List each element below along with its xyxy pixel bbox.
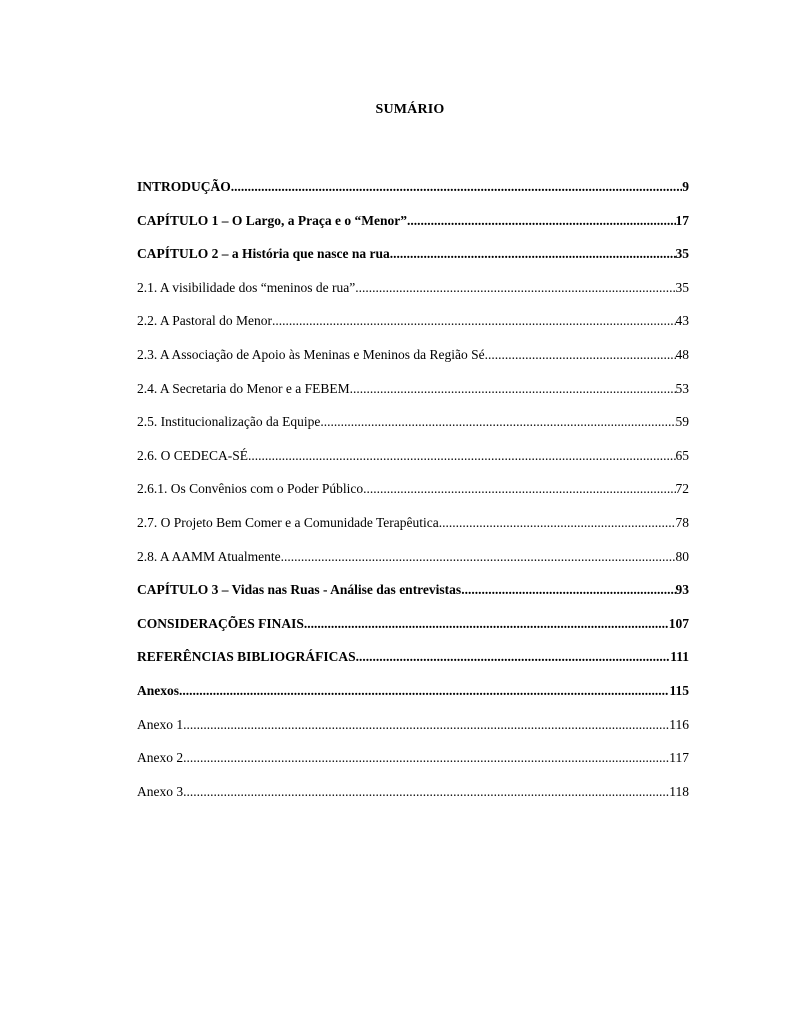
- toc-entry-label: 2.2. A Pastoral do Menor: [137, 313, 272, 329]
- toc-entry[interactable]: [137, 176, 689, 210]
- dot-leader: [355, 277, 675, 299]
- toc-entry-label: 2.6.1. Os Convênios com o Poder Público: [137, 481, 364, 497]
- toc-entry-label: Anexo 2: [137, 750, 184, 766]
- toc-entry[interactable]: [137, 243, 689, 277]
- toc-entry[interactable]: [137, 546, 689, 580]
- toc-entry-label: 2.7. O Projeto Bem Comer e a Comunidade Terapêutica: [137, 514, 439, 530]
- dot-leader: [320, 411, 675, 433]
- toc-entry-page: 17: [675, 212, 689, 228]
- toc-entry[interactable]: [137, 680, 689, 714]
- dot-leader: [281, 546, 676, 568]
- toc-entry-label: Anexo 1: [137, 716, 184, 732]
- toc-entry-page: 118: [669, 783, 689, 799]
- toc-entry-label: Anexos: [137, 682, 180, 698]
- dot-leader: [183, 747, 669, 769]
- toc-entry-page: 117: [669, 750, 689, 766]
- toc-entry[interactable]: [137, 714, 689, 748]
- toc-entry[interactable]: [137, 445, 689, 479]
- toc-entry-label: CAPÍTULO 3 – Vidas nas Ruas - Análise das entrevistas: [137, 582, 462, 598]
- toc-entry-label: 2.6. O CEDECA-SÉ: [137, 447, 248, 463]
- toc-entry-page: 35: [675, 246, 689, 262]
- toc-entry-label: 2.5. Institucionalização da Equipe: [137, 414, 321, 430]
- toc-entry-page: 43: [675, 313, 689, 329]
- toc-entry-page: 72: [675, 481, 689, 497]
- dot-leader: [350, 378, 676, 400]
- toc-entry-label: CAPÍTULO 1 – O Largo, a Praça e o “Menor”: [137, 212, 407, 228]
- toc-entry-page: 115: [669, 682, 689, 698]
- toc-entry-label: 2.1. A visibilidade dos “meninos de rua”: [137, 279, 356, 295]
- toc-entry[interactable]: [137, 579, 689, 613]
- dot-leader: [248, 445, 676, 467]
- toc-entry[interactable]: [137, 411, 689, 445]
- toc-entry-page: 53: [675, 380, 689, 396]
- dot-leader: [183, 781, 669, 803]
- toc-entry[interactable]: [137, 646, 689, 680]
- toc-entry-page: 48: [675, 346, 689, 362]
- toc-entry-label: CAPÍTULO 2 – a História que nasce na rua: [137, 246, 390, 262]
- toc-entry[interactable]: [137, 781, 689, 815]
- toc-entry-label: Anexo 3: [137, 783, 184, 799]
- toc-entry[interactable]: [137, 378, 689, 412]
- dot-leader: [231, 176, 682, 198]
- toc-entry-page: 9: [682, 179, 689, 194]
- toc-entry-label: 2.4. A Secretaria do Menor e a FEBEM: [137, 380, 350, 396]
- dot-leader: [179, 680, 669, 702]
- dot-leader: [485, 344, 676, 366]
- toc-entry-page: 65: [675, 447, 689, 463]
- toc-entry[interactable]: [137, 277, 689, 311]
- page-title: SUMÁRIO: [375, 102, 445, 117]
- dot-leader: [363, 478, 675, 500]
- toc-entry-label: CONSIDERAÇÕES FINAIS: [137, 615, 304, 631]
- table-of-contents: [137, 176, 689, 814]
- toc-entry[interactable]: [137, 478, 689, 512]
- toc-entry-page: 111: [670, 649, 689, 665]
- dot-leader: [304, 613, 669, 635]
- toc-entry-page: 107: [668, 615, 689, 631]
- toc-entry-label: 2.3. A Associação de Apoio às Meninas e Meninos da Região Sé: [137, 346, 485, 362]
- toc-entry-page: 116: [669, 716, 689, 732]
- toc-entry-page: 35: [675, 279, 689, 295]
- toc-entry[interactable]: [137, 210, 689, 244]
- toc-entry-page: 59: [675, 414, 689, 430]
- dot-leader: [272, 310, 676, 332]
- dot-leader: [356, 646, 671, 668]
- toc-entry[interactable]: [137, 613, 689, 647]
- toc-entry[interactable]: [137, 512, 689, 546]
- dot-leader: [461, 579, 675, 601]
- toc-entry-label: REFERÊNCIAS BIBLIOGRÁFICAS: [137, 649, 356, 665]
- toc-entry-page: 78: [675, 514, 689, 530]
- toc-entry-label: INTRODUÇÃO: [137, 179, 231, 194]
- toc-entry-page: 93: [675, 582, 689, 598]
- toc-entry[interactable]: [137, 344, 689, 378]
- toc-entry-label: 2.8. A AAMM Atualmente: [137, 548, 281, 564]
- dot-leader: [407, 210, 676, 232]
- dot-leader: [183, 714, 669, 736]
- dot-leader: [390, 243, 676, 265]
- toc-entry-page: 80: [675, 548, 689, 564]
- toc-entry[interactable]: [137, 747, 689, 781]
- toc-entry[interactable]: [137, 310, 689, 344]
- dot-leader: [439, 512, 676, 534]
